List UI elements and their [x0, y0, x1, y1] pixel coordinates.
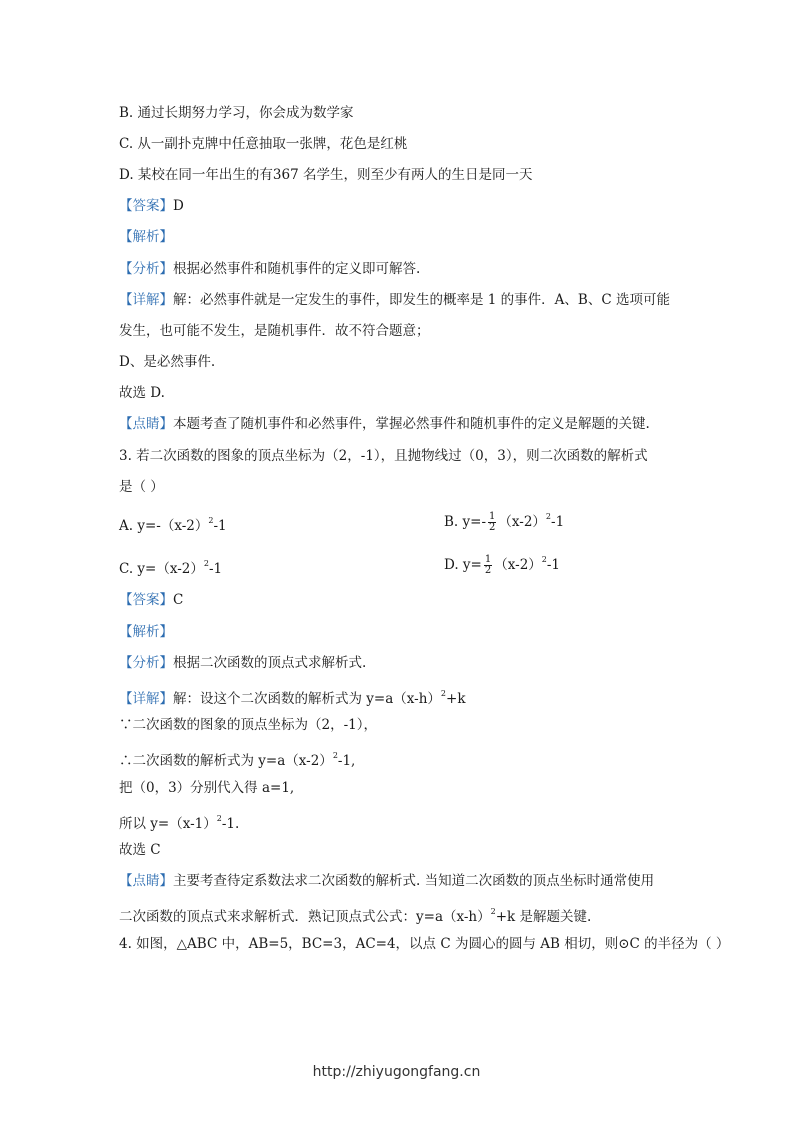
result-sup: 2	[216, 814, 222, 823]
because-line: ∵二次函数的图象的顶点坐标为（2，-1），	[119, 717, 377, 733]
dianjing-pre: 二次函数的顶点式来求解析式．熟记顶点式公式：y=a（x-h）	[119, 909, 491, 925]
option-d-pre: D. y=	[444, 557, 482, 573]
fenxi-line-2	[119, 654, 366, 672]
therefore-line	[119, 747, 355, 770]
xiangjie-post: +k	[446, 691, 466, 707]
answer-tag: 【答案】	[119, 198, 173, 214]
fenxi-line	[119, 260, 420, 278]
dianjing-continued	[119, 903, 591, 926]
option-b-text: B. 通过长期努力学习，你会成为数学家	[119, 105, 354, 121]
option-a	[119, 512, 227, 535]
dianjing-text: 主要考查待定系数法求二次函数的解析式. 当知道二次函数的顶点坐标时通常使用	[173, 873, 655, 889]
question-3-text: 3. 若二次函数的图象的顶点坐标为（2，-1），且抛物线过（0，3），则二次函数的解析式	[119, 448, 648, 464]
therefore-post: -1,	[337, 753, 356, 769]
fraction-numerator: 1	[484, 554, 492, 565]
xiangjie-tag: 【详解】	[119, 292, 173, 308]
fenxi-tag: 【分析】	[119, 261, 173, 277]
dianjing-post: +k 是解题关键.	[495, 909, 592, 925]
xiangjie-line-2	[119, 685, 466, 708]
option-d-post: -1	[546, 557, 561, 573]
dianjing-line-2	[119, 872, 654, 890]
result-pre: 所以 y=（x-1）	[119, 816, 217, 832]
analysis-tag: 【解析】	[119, 229, 173, 245]
fenxi-tag: 【分析】	[119, 655, 173, 671]
dianjing-tag: 【点睛】	[119, 416, 173, 432]
footer-url: http://zhiyugongfang.cn	[312, 1064, 481, 1080]
dianjing-line	[119, 415, 650, 433]
option-c-text: C. 从一副扑克牌中任意抽取一张牌，花色是红桃	[119, 136, 408, 152]
xiangjie-line	[119, 291, 670, 309]
option-b-mid: （x-2）	[498, 514, 546, 530]
option-a-sup: 2	[208, 516, 214, 525]
fraction-numerator: 1	[489, 511, 496, 522]
option-d	[444, 551, 560, 576]
choice-line-2: 故选 C	[119, 842, 161, 858]
xiangjie-text: 解：必然事件就是一定发生的事件，即发生的概率是 1 的事件．A、B、C 选项可能	[173, 292, 670, 308]
fraction-half	[488, 512, 496, 533]
choice-line: 故选 D.	[119, 385, 165, 401]
fraction-denominator: 2	[484, 565, 492, 576]
conclusion-line: D、是必然事件.	[119, 354, 216, 370]
question-4-text: 4. 如图，△ABC 中，AB=5，BC=3，AC=4，以点 C 为圆心的圆与 AB 相切，则⊙C 的半径为（ ）	[119, 936, 730, 952]
answer-value: D	[173, 198, 184, 214]
option-d-sup: 2	[541, 555, 547, 564]
option-c-sup: 2	[203, 559, 209, 568]
option-c	[119, 555, 222, 578]
option-b-sup: 2	[545, 512, 552, 521]
therefore-pre: ∴二次函数的解析式为 y=a（x-2）	[119, 753, 333, 769]
question-3-continued: 是（ ）	[119, 479, 164, 495]
analysis-heading-2	[119, 623, 173, 641]
analysis-heading	[119, 228, 173, 246]
answer-tag: 【答案】	[119, 592, 173, 608]
answer-line	[119, 197, 184, 215]
option-c-post: -1	[209, 561, 223, 577]
xiangjie-tag: 【详解】	[119, 691, 173, 707]
substitute-line: 把（0，3）分别代入得 a=1,	[119, 780, 295, 796]
answer-line-2	[119, 591, 183, 609]
option-d-text: D. 某校在同一年出生的有367 名学生，则至少有两人的生日是同一天	[119, 167, 533, 183]
dianjing-text: 本题考查了随机事件和必然事件，掌握必然事件和随机事件的定义是解题的关键.	[173, 416, 650, 432]
option-b-pre: B. y=-	[444, 514, 487, 530]
result-line	[119, 810, 239, 833]
analysis-tag: 【解析】	[119, 624, 173, 640]
therefore-sup: 2	[332, 751, 338, 760]
option-a-pre: A. y=-（x-2）	[119, 518, 209, 534]
fenxi-text: 根据二次函数的顶点式求解析式.	[173, 655, 367, 671]
fraction-half	[484, 555, 492, 576]
option-a-post: -1	[213, 518, 227, 534]
option-d-mid: （x-2）	[494, 557, 542, 573]
fenxi-text: 根据必然事件和随机事件的定义即可解答.	[173, 261, 421, 277]
option-b-post: -1	[551, 514, 565, 530]
option-b	[444, 508, 564, 533]
answer-value: C	[173, 592, 184, 608]
dianjing-sup: 2	[490, 907, 496, 916]
xiangjie-pre: 解：设这个二次函数的解析式为 y=a（x-h）	[173, 691, 441, 707]
result-post: -1.	[221, 816, 240, 832]
xiangjie-sup: 2	[440, 689, 447, 698]
fraction-denominator: 2	[489, 522, 496, 533]
dianjing-tag: 【点睛】	[119, 873, 173, 889]
option-c-pre: C. y=（x-2）	[119, 561, 204, 577]
xiangjie-continued: 发生，也可能不发生，是随机事件．故不符合题意；	[119, 323, 430, 339]
